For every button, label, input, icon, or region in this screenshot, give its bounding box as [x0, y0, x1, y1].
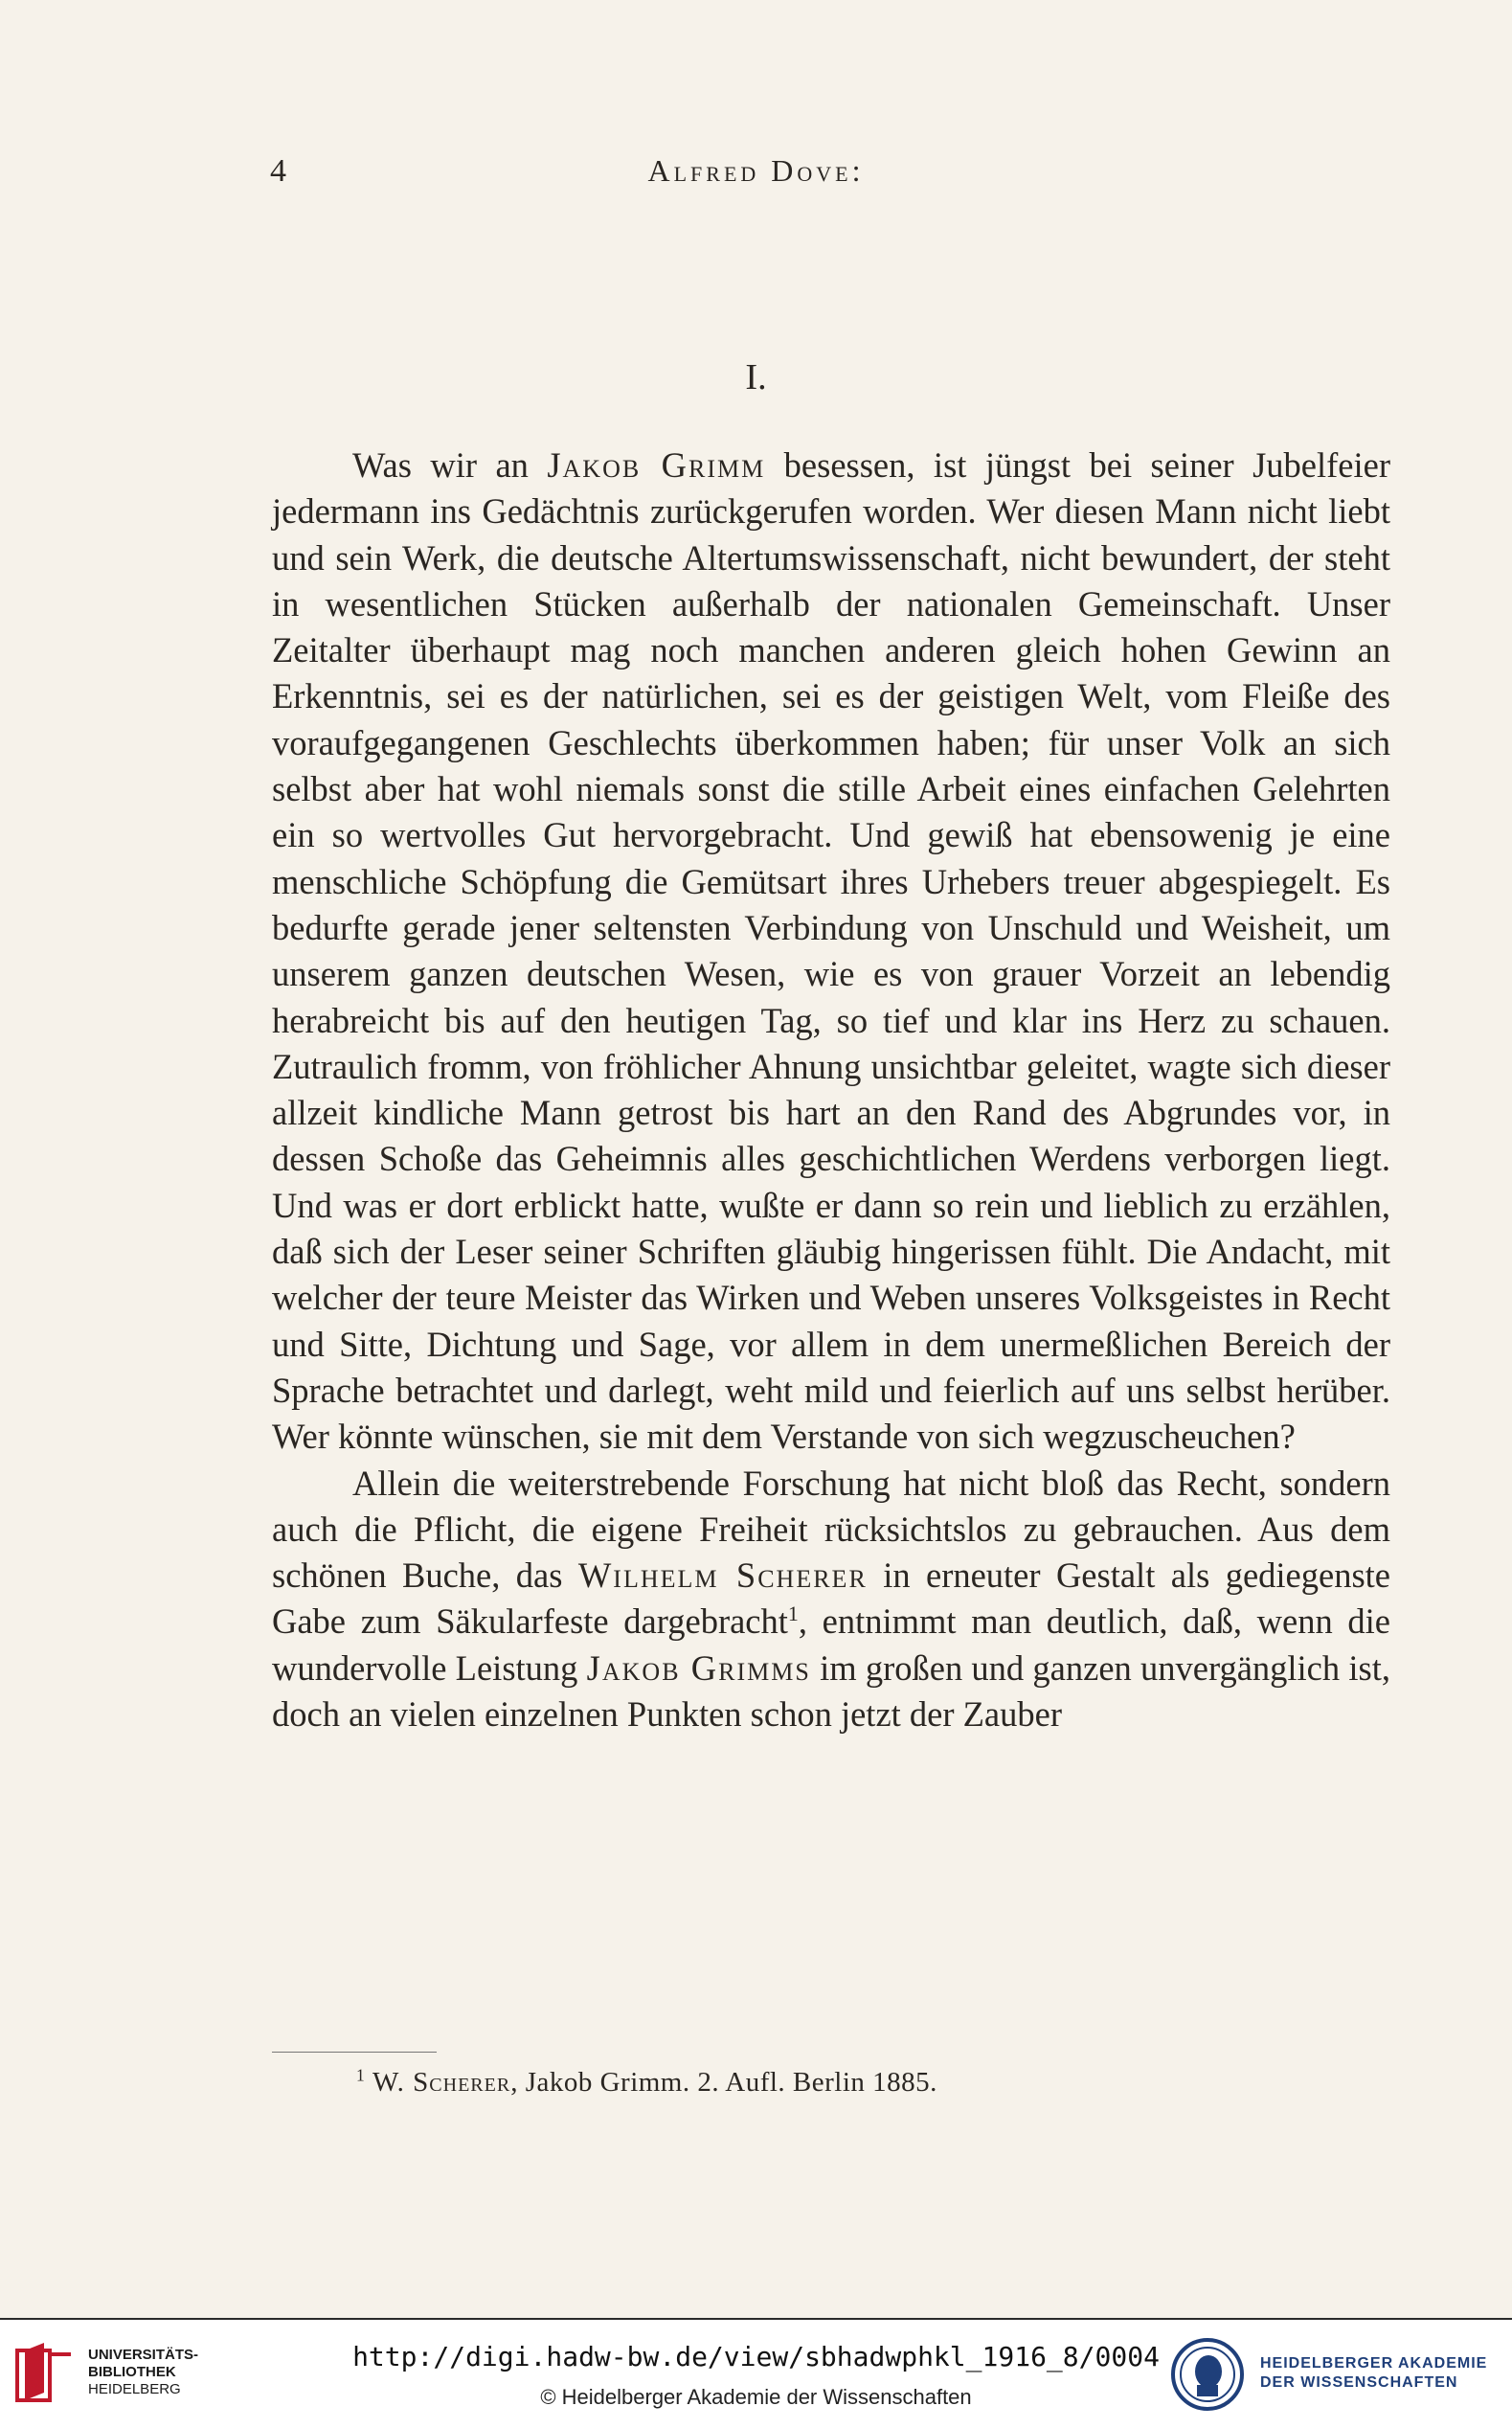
footnote-marker: 1 — [356, 2065, 366, 2085]
running-header — [0, 153, 1512, 211]
footnote-author: W. Scherer — [372, 2067, 511, 2098]
copyright-notice: © Heidelberger Akademie der Wissenschaften — [540, 2385, 972, 2409]
hadw-seal-icon[interactable] — [1170, 2337, 1245, 2412]
small-caps-name: Wilhelm Scherer — [577, 1555, 868, 1596]
academy-name: HEIDELBERGER AKADEMIE DER WISSENSCHAFTEN — [1260, 2355, 1488, 2391]
page-number: 4 — [270, 153, 286, 189]
small-caps-name: Jakob Grimm — [547, 445, 766, 485]
paragraph-1: Was wir an Jakob Grimm besessen, ist jüngst bei seiner Jubelfeier jedermann ins Gedächtnis zurückgerufen worden. Wer diesen Mann nicht liebt und sein Werk, die deutsche Altertumswissenschaft, nicht bewundert, der steht in wesentlichen Stücken außerhalb der nationalen Gemeinschaft. Unser Zeitalter überhaupt mag noch manchen anderen gleich hohen Gewinn an Erkenntnis, sei es der natürlichen, sei es der geistigen Welt, vom Fleiße des voraufgegangenen Geschlechts überkommen haben; für unser Volk an sich selbst aber hat wohl niemals sonst die stille Arbeit eines einfachen Gelehrten ein so wertvolles Gut hervorgebracht. Und gewiß hat ebensowenig je eine menschliche Schöpfung die Gemütsart ihres Urhebers treuer abgespiegelt. Es bedurfte gerade jener seltensten Verbindung von Unschuld und Weisheit, um unserem ganzen deutschen Wesen, wie es von grauer Vorzeit an lebendig herabreicht bis auf den heutigen Tag, so tief und klar ins Herz zu schauen. Zutraulich fromm, von fröhlicher Ahnung unsichtbar geleitet, wagte sich dieser allzeit kindliche Mann getrost bis hart an den Rand des Abgrundes vor, in dessen Schoße das Geheimnis alles geschichtlichen Werdens verborgen liegt. Und was er dort erblickt hatte, wußte er dann so rein und lieblich zu erzählen, daß sich der Leser seiner Schriften gläubig hingerissen fühlt. Die Andacht, mit welcher der teure Meister das Wirken und Weben unseres Volksgeistes in Recht und Sitte, Dichtung und Sage, vor allem in dem unermeßlichen Bereich der Sprache betrachtet und darlegt, weht mild und feierlich auf uns selbst herüber. Wer könnte wünschen, sie mit dem Verstande von sich wegzuscheuchen? — [272, 445, 1390, 1457]
footnote-reference: 1 — [787, 1601, 799, 1626]
small-caps-name: Jakob Grimms — [586, 1647, 811, 1688]
footnote — [356, 2067, 937, 2099]
section-number: I. — [745, 357, 767, 397]
running-title: Alfred Dove: — [647, 153, 865, 188]
paragraph-2: Allein die weiterstrebende Forschung hat nicht bloß das Recht, sondern auch die Pflicht, die eigene Freiheit rücksichtslos zu gebrauchen. Aus dem schönen Buche, das Wilhelm Scherer in erneuter Gestalt als gediegenste Gabe zum Säkularfeste dargebracht$^1$, entnimmt man deutlich, daß, wenn die wundervolle Leistung Jakob Grimms im großen und ganzen unvergänglich ist, doch an vielen einzelnen Punkten schon jetzt der Zauber — [272, 1463, 1391, 1735]
library-name: UNIVERSITÄTS- BIBLIOTHEK HEIDELBERG — [88, 2347, 199, 2397]
footnote-text: , Jakob Grimm. 2. Aufl. Berlin 1885. — [510, 2067, 937, 2098]
body-text — [272, 443, 1390, 1737]
footer-bar — [0, 2318, 1512, 2429]
permalink-url[interactable]: http://digi.hadw-bw.de/view/sbhadwphkl_1916_8/0004 — [352, 2341, 1160, 2372]
footnote-rule — [272, 2052, 437, 2053]
